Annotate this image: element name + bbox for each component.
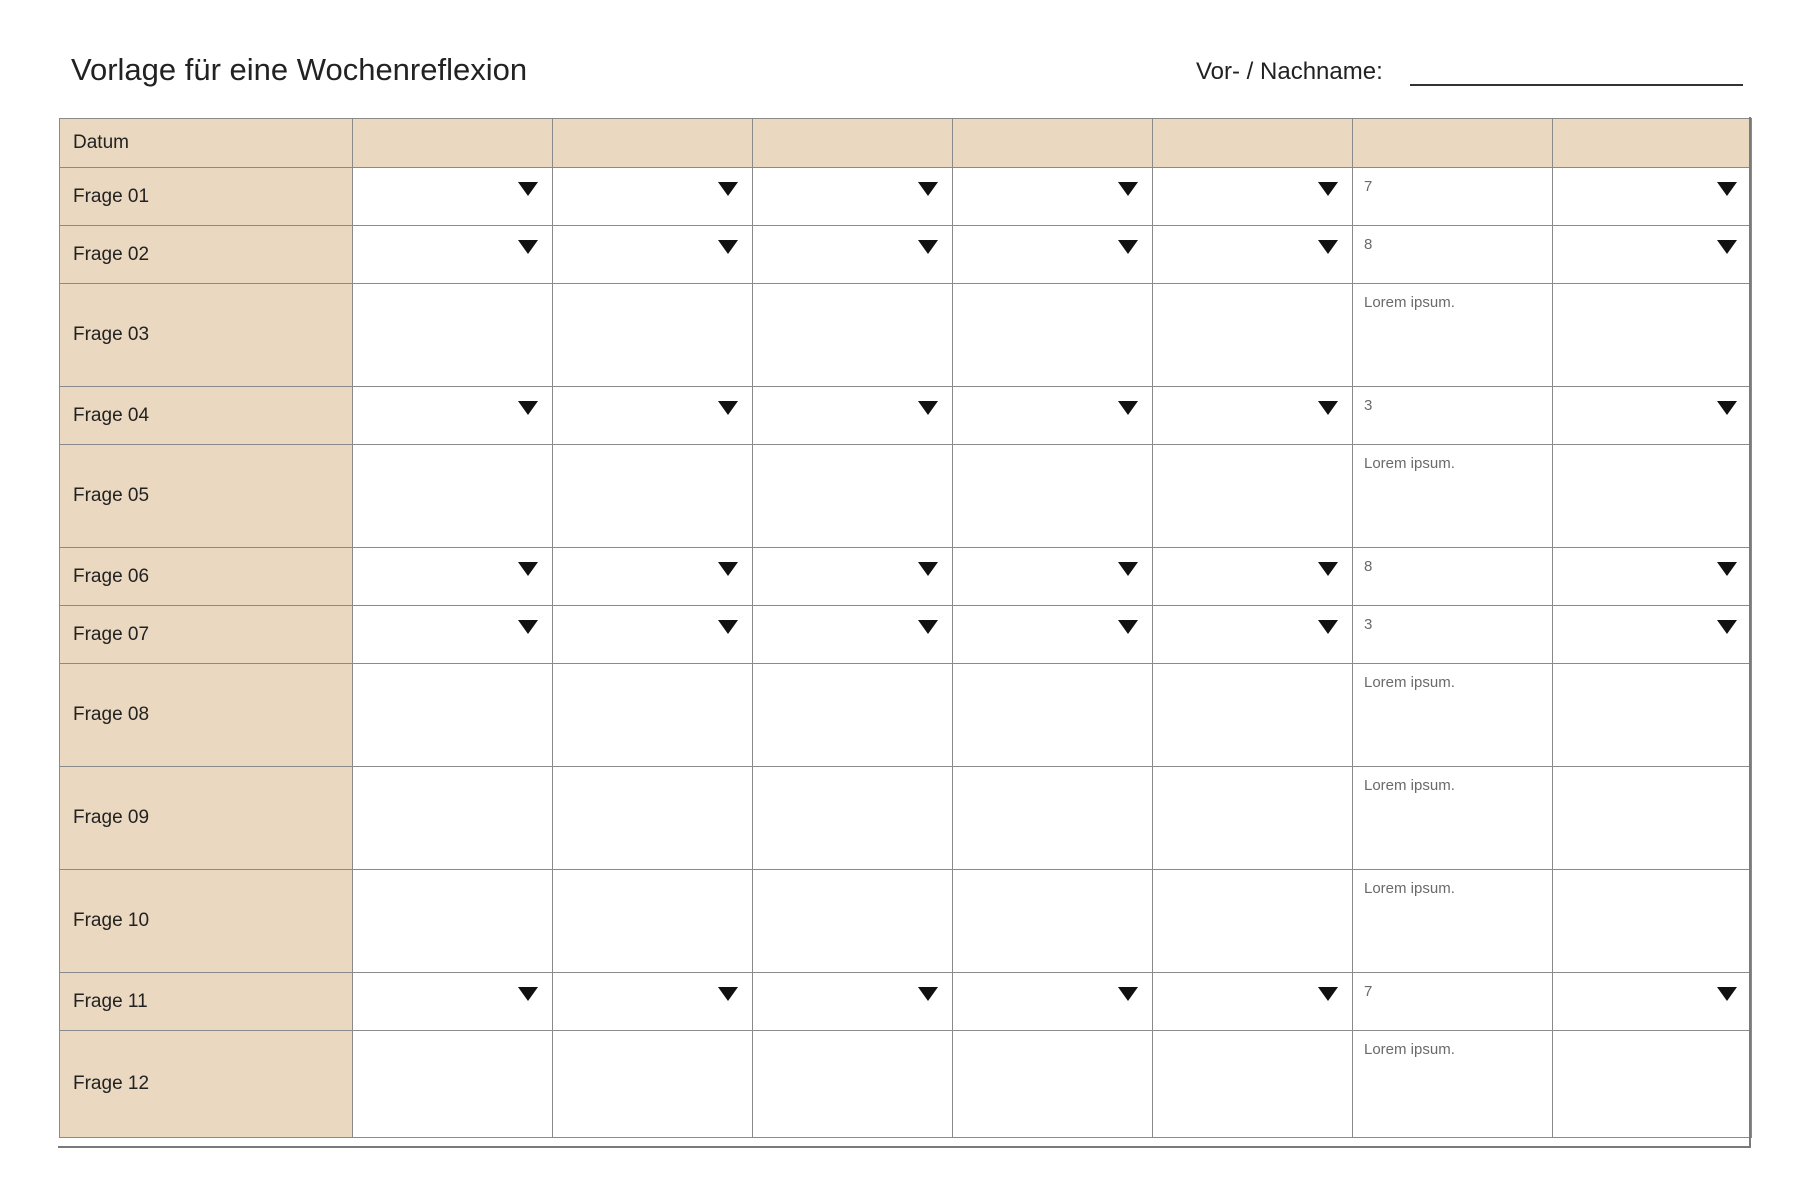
example-value: 7 — [1364, 178, 1373, 195]
text-answer-cell[interactable] — [1153, 870, 1353, 973]
table-row — [60, 664, 1752, 767]
example-value: Lorem ipsum. — [1364, 294, 1455, 311]
text-answer-cell[interactable] — [953, 664, 1153, 767]
dropdown-arrow-icon[interactable] — [1118, 240, 1138, 254]
page-title: Vorlage für eine Wochenreflexion — [71, 52, 528, 87]
rating-dropdown[interactable] — [553, 606, 753, 664]
text-answer-cell[interactable] — [1153, 445, 1353, 548]
text-answer-cell[interactable] — [1553, 767, 1752, 870]
rating-dropdown[interactable] — [353, 973, 553, 1031]
question-label: Frage 09 — [60, 767, 353, 870]
dropdown-arrow-icon[interactable] — [918, 562, 938, 576]
dropdown-arrow-icon[interactable] — [1118, 401, 1138, 415]
date-cell[interactable] — [1553, 119, 1752, 168]
rating-dropdown[interactable] — [1153, 973, 1353, 1031]
dropdown-arrow-icon[interactable] — [1318, 182, 1338, 196]
text-answer-cell[interactable] — [353, 767, 553, 870]
dropdown-arrow-icon[interactable] — [1318, 620, 1338, 634]
date-cell[interactable] — [1153, 119, 1353, 168]
dropdown-arrow-icon[interactable] — [1717, 182, 1737, 196]
text-answer-cell[interactable] — [1353, 284, 1553, 387]
text-answer-cell[interactable] — [1353, 1031, 1553, 1138]
dropdown-arrow-icon[interactable] — [718, 620, 738, 634]
text-answer-cell[interactable] — [353, 284, 553, 387]
rating-dropdown[interactable] — [353, 226, 553, 284]
text-answer-cell[interactable] — [953, 870, 1153, 973]
dropdown-arrow-icon[interactable] — [518, 240, 538, 254]
rating-dropdown[interactable] — [353, 548, 553, 606]
example-value: 3 — [1364, 397, 1373, 414]
text-answer-cell[interactable] — [1553, 445, 1752, 548]
dropdown-arrow-icon[interactable] — [1318, 240, 1338, 254]
dropdown-arrow-icon[interactable] — [1717, 562, 1737, 576]
table-row — [60, 445, 1752, 548]
date-cell[interactable] — [753, 119, 953, 168]
example-value: 8 — [1364, 236, 1373, 253]
rating-dropdown[interactable] — [953, 973, 1153, 1031]
table-row — [60, 168, 1752, 226]
rating-value-cell[interactable] — [1353, 548, 1553, 606]
text-answer-cell[interactable] — [953, 1031, 1153, 1138]
rating-dropdown[interactable] — [953, 548, 1153, 606]
table-row — [60, 606, 1752, 664]
table-row — [60, 767, 1752, 870]
rating-dropdown[interactable] — [953, 226, 1153, 284]
rating-dropdown[interactable] — [353, 606, 553, 664]
dropdown-arrow-icon[interactable] — [918, 240, 938, 254]
text-answer-cell[interactable] — [353, 664, 553, 767]
dropdown-arrow-icon[interactable] — [1118, 987, 1138, 1001]
table-row — [60, 548, 1752, 606]
text-answer-cell[interactable] — [1553, 870, 1752, 973]
text-answer-cell[interactable] — [1153, 767, 1353, 870]
rating-dropdown[interactable] — [1553, 226, 1752, 284]
dropdown-arrow-icon[interactable] — [1717, 401, 1737, 415]
text-answer-cell[interactable] — [953, 445, 1153, 548]
dropdown-arrow-icon[interactable] — [1717, 620, 1737, 634]
rating-dropdown[interactable] — [353, 168, 553, 226]
date-cell[interactable] — [1353, 119, 1553, 168]
text-answer-cell[interactable] — [353, 445, 553, 548]
rating-dropdown[interactable] — [553, 548, 753, 606]
rating-dropdown[interactable] — [553, 168, 753, 226]
rating-dropdown[interactable] — [553, 226, 753, 284]
date-cell[interactable] — [353, 119, 553, 168]
rating-value-cell[interactable] — [1353, 226, 1553, 284]
dropdown-arrow-icon[interactable] — [718, 987, 738, 1001]
rating-dropdown[interactable] — [753, 168, 953, 226]
dropdown-arrow-icon[interactable] — [918, 620, 938, 634]
example-value: Lorem ipsum. — [1364, 880, 1455, 897]
table-row — [60, 387, 1752, 445]
text-answer-cell[interactable] — [753, 1031, 953, 1138]
dropdown-arrow-icon[interactable] — [1318, 987, 1338, 1001]
example-value: 8 — [1364, 558, 1373, 575]
text-answer-cell[interactable] — [1353, 767, 1553, 870]
text-answer-cell[interactable] — [1553, 664, 1752, 767]
dropdown-arrow-icon[interactable] — [1118, 562, 1138, 576]
dropdown-arrow-icon[interactable] — [518, 401, 538, 415]
dropdown-arrow-icon[interactable] — [918, 401, 938, 415]
rating-dropdown[interactable] — [1153, 606, 1353, 664]
text-answer-cell[interactable] — [553, 870, 753, 973]
question-label: Frage 04 — [60, 387, 353, 445]
date-header-label: Datum — [60, 119, 353, 168]
dropdown-arrow-icon[interactable] — [918, 182, 938, 196]
question-label: Frage 10 — [60, 870, 353, 973]
dropdown-arrow-icon[interactable] — [718, 401, 738, 415]
table-row — [60, 973, 1752, 1031]
question-label: Frage 12 — [60, 1031, 353, 1138]
rating-dropdown[interactable] — [1553, 387, 1752, 445]
text-answer-cell[interactable] — [753, 284, 953, 387]
date-cell[interactable] — [553, 119, 753, 168]
rating-value-cell[interactable] — [1353, 387, 1553, 445]
dropdown-arrow-icon[interactable] — [718, 240, 738, 254]
rating-dropdown[interactable] — [753, 973, 953, 1031]
question-label: Frage 02 — [60, 226, 353, 284]
text-answer-cell[interactable] — [1153, 284, 1353, 387]
rating-dropdown[interactable] — [1153, 548, 1353, 606]
question-label: Frage 03 — [60, 284, 353, 387]
rating-dropdown[interactable] — [353, 387, 553, 445]
text-answer-cell[interactable] — [1353, 870, 1553, 973]
question-label: Frage 06 — [60, 548, 353, 606]
question-label: Frage 05 — [60, 445, 353, 548]
rating-dropdown[interactable] — [753, 548, 953, 606]
text-answer-cell[interactable] — [1353, 664, 1553, 767]
name-label: Vor- / Nachname: — [1196, 58, 1383, 85]
rating-dropdown[interactable] — [1153, 226, 1353, 284]
table-row — [60, 870, 1752, 973]
rating-value-cell[interactable] — [1353, 973, 1553, 1031]
text-answer-cell[interactable] — [353, 1031, 553, 1138]
table-row — [60, 284, 1752, 387]
dropdown-arrow-icon[interactable] — [918, 987, 938, 1001]
dropdown-arrow-icon[interactable] — [518, 562, 538, 576]
text-answer-cell[interactable] — [1553, 284, 1752, 387]
rating-dropdown[interactable] — [753, 606, 953, 664]
dropdown-arrow-icon[interactable] — [718, 182, 738, 196]
table-body — [60, 119, 1752, 1138]
table-header-row — [60, 119, 1752, 168]
reflection-table — [59, 118, 1752, 1138]
text-answer-cell[interactable] — [353, 870, 553, 973]
text-answer-cell[interactable] — [1553, 1031, 1752, 1138]
dropdown-arrow-icon[interactable] — [518, 620, 538, 634]
example-value: Lorem ipsum. — [1364, 455, 1455, 472]
dropdown-arrow-icon[interactable] — [518, 987, 538, 1001]
rating-dropdown[interactable] — [953, 168, 1153, 226]
rating-dropdown[interactable] — [553, 387, 753, 445]
dropdown-arrow-icon[interactable] — [1717, 240, 1737, 254]
rating-value-cell[interactable] — [1353, 606, 1553, 664]
example-value: 3 — [1364, 616, 1373, 633]
rating-dropdown[interactable] — [1153, 387, 1353, 445]
question-label: Frage 11 — [60, 973, 353, 1031]
name-field-group — [1196, 58, 1743, 86]
rating-dropdown[interactable] — [1553, 168, 1752, 226]
rating-dropdown[interactable] — [1553, 548, 1752, 606]
text-answer-cell[interactable] — [953, 284, 1153, 387]
name-input-line[interactable] — [1410, 60, 1743, 86]
text-answer-cell[interactable] — [553, 445, 753, 548]
text-answer-cell[interactable] — [753, 664, 953, 767]
question-label: Frage 08 — [60, 664, 353, 767]
dropdown-arrow-icon[interactable] — [1318, 562, 1338, 576]
dropdown-arrow-icon[interactable] — [1717, 987, 1737, 1001]
table-row — [60, 226, 1752, 284]
example-value: 7 — [1364, 983, 1373, 1000]
text-answer-cell[interactable] — [1153, 664, 1353, 767]
text-answer-cell[interactable] — [1353, 445, 1553, 548]
text-answer-cell[interactable] — [553, 767, 753, 870]
dropdown-arrow-icon[interactable] — [718, 562, 738, 576]
text-answer-cell[interactable] — [753, 870, 953, 973]
table-row — [60, 1031, 1752, 1138]
text-answer-cell[interactable] — [553, 1031, 753, 1138]
text-answer-cell[interactable] — [553, 664, 753, 767]
dropdown-arrow-icon[interactable] — [518, 182, 538, 196]
text-answer-cell[interactable] — [1153, 1031, 1353, 1138]
rating-dropdown[interactable] — [753, 226, 953, 284]
example-value: Lorem ipsum. — [1364, 674, 1455, 691]
rating-dropdown[interactable] — [553, 973, 753, 1031]
rating-dropdown[interactable] — [953, 606, 1153, 664]
question-label: Frage 07 — [60, 606, 353, 664]
example-value: Lorem ipsum. — [1364, 1041, 1455, 1058]
example-value: Lorem ipsum. — [1364, 777, 1455, 794]
dropdown-arrow-icon[interactable] — [1118, 620, 1138, 634]
dropdown-arrow-icon[interactable] — [1118, 182, 1138, 196]
rating-value-cell[interactable] — [1353, 168, 1553, 226]
text-answer-cell[interactable] — [953, 767, 1153, 870]
text-answer-cell[interactable] — [753, 767, 953, 870]
rating-dropdown[interactable] — [953, 387, 1153, 445]
rating-dropdown[interactable] — [753, 387, 953, 445]
question-label: Frage 01 — [60, 168, 353, 226]
text-answer-cell[interactable] — [753, 445, 953, 548]
text-answer-cell[interactable] — [553, 284, 753, 387]
dropdown-arrow-icon[interactable] — [1318, 401, 1338, 415]
rating-dropdown[interactable] — [1553, 973, 1752, 1031]
date-cell[interactable] — [953, 119, 1153, 168]
rating-dropdown[interactable] — [1553, 606, 1752, 664]
rating-dropdown[interactable] — [1153, 168, 1353, 226]
